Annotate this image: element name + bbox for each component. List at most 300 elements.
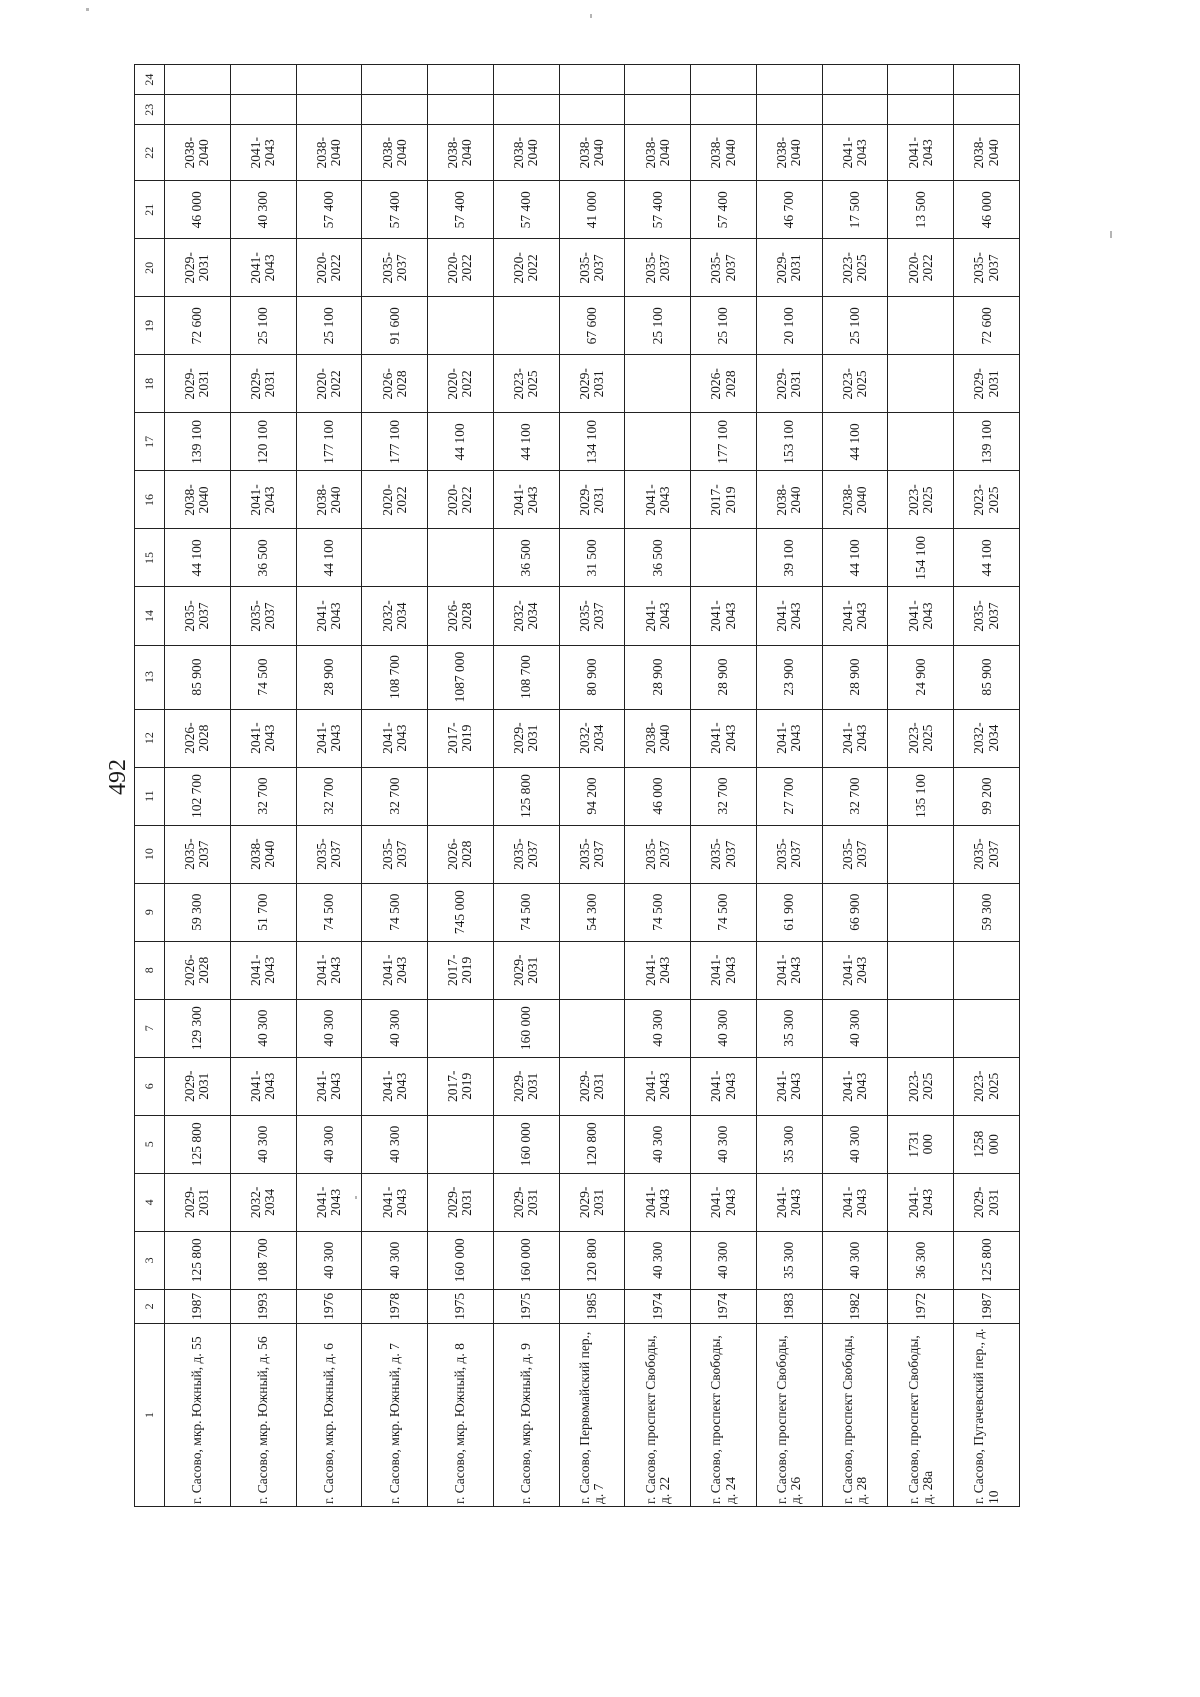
- table-cell: 1974: [691, 1289, 757, 1323]
- table-cell: 2038- 2040: [296, 471, 362, 529]
- table-cell: [230, 65, 296, 95]
- table-cell: 139 100: [165, 413, 231, 471]
- table-cell: 40 300: [691, 1115, 757, 1173]
- table-cell: 85 900: [165, 645, 231, 709]
- table-cell: [954, 941, 1020, 999]
- table-cell: 40 300: [625, 1231, 691, 1289]
- table-cell: 2041- 2043: [822, 941, 888, 999]
- table-cell: 2029- 2031: [559, 355, 625, 413]
- table-cell: 2035- 2037: [625, 239, 691, 297]
- table-cell: 32 700: [691, 767, 757, 825]
- address-cell: г. Сасово, проспект Свободы, д. 22: [625, 1323, 691, 1506]
- table-row: [888, 65, 954, 1507]
- table-cell: 51 700: [230, 883, 296, 941]
- table-cell: 61 900: [756, 883, 822, 941]
- table-cell: 2020- 2022: [296, 355, 362, 413]
- table-cell: 2035- 2037: [296, 825, 362, 883]
- table-cell: 1972: [888, 1289, 954, 1323]
- column-number: 21: [135, 181, 165, 239]
- table-row: [625, 65, 691, 1507]
- column-number: 24: [135, 65, 165, 95]
- table-cell: 40 300: [230, 1115, 296, 1173]
- table-cell: 35 300: [756, 999, 822, 1057]
- table-cell: 2041- 2043: [691, 1057, 757, 1115]
- table-cell: 72 600: [954, 297, 1020, 355]
- table-cell: 2041- 2043: [625, 1057, 691, 1115]
- table-cell: [756, 65, 822, 95]
- scan-speck: [590, 14, 592, 18]
- table-cell: 139 100: [954, 413, 1020, 471]
- table-cell: 2032- 2034: [493, 587, 559, 645]
- table-cell: 1985: [559, 1289, 625, 1323]
- table-cell: 160 000: [493, 999, 559, 1057]
- table-cell: 2023- 2025: [822, 355, 888, 413]
- table-cell: 2041- 2043: [756, 1173, 822, 1231]
- table-cell: 25 100: [625, 297, 691, 355]
- column-number: 16: [135, 471, 165, 529]
- table-cell: [888, 297, 954, 355]
- table-cell: 40 300: [296, 1115, 362, 1173]
- scan-speck: [86, 8, 89, 11]
- table-cell: 32 700: [362, 767, 428, 825]
- column-number: 11: [135, 767, 165, 825]
- table-cell: 2041- 2043: [625, 587, 691, 645]
- table-cell: 24 900: [888, 645, 954, 709]
- address-cell: г. Сасово, Пугачевский пер., д. 10: [954, 1323, 1020, 1506]
- table-cell: 2020- 2022: [428, 355, 494, 413]
- column-number: 22: [135, 125, 165, 181]
- table-cell: 2038- 2040: [954, 125, 1020, 181]
- table-cell: 2035- 2037: [559, 825, 625, 883]
- table-cell: 66 900: [822, 883, 888, 941]
- table-cell: 2017- 2019: [428, 1057, 494, 1115]
- table-cell: 102 700: [165, 767, 231, 825]
- table-cell: 2029- 2031: [559, 1057, 625, 1115]
- table-cell: 74 500: [362, 883, 428, 941]
- table-cell: 2041- 2043: [822, 1057, 888, 1115]
- rotated-table-wrapper: [134, 64, 1020, 1507]
- table-cell: 2017- 2019: [428, 941, 494, 999]
- table-cell: 160 000: [428, 1231, 494, 1289]
- table-cell: 40 300: [625, 999, 691, 1057]
- table-cell: 2023- 2025: [954, 1057, 1020, 1115]
- table-cell: 2041- 2043: [822, 587, 888, 645]
- table-cell: [888, 355, 954, 413]
- table-cell: 120 800: [559, 1231, 625, 1289]
- table-cell: 28 900: [625, 645, 691, 709]
- table-cell: 2035- 2037: [691, 825, 757, 883]
- table-cell: 120 800: [559, 1115, 625, 1173]
- table-cell: [954, 999, 1020, 1057]
- table-cell: 2035- 2037: [756, 825, 822, 883]
- table-row: [428, 65, 494, 1507]
- table-cell: [822, 65, 888, 95]
- table-cell: 20 100: [756, 297, 822, 355]
- table-cell: 177 100: [691, 413, 757, 471]
- table-cell: 57 400: [296, 181, 362, 239]
- table-cell: 44 100: [822, 529, 888, 587]
- table-cell: 40 300: [822, 1231, 888, 1289]
- page-number: 492: [105, 759, 131, 795]
- column-number: 3: [135, 1231, 165, 1289]
- table-cell: 2038- 2040: [559, 125, 625, 181]
- table-cell: 2035- 2037: [165, 825, 231, 883]
- table-cell: 2038- 2040: [493, 125, 559, 181]
- table-cell: [362, 95, 428, 125]
- table-cell: 125 800: [165, 1115, 231, 1173]
- column-number: 12: [135, 709, 165, 767]
- column-number: 15: [135, 529, 165, 587]
- table-cell: [691, 95, 757, 125]
- table-cell: 2026- 2028: [165, 941, 231, 999]
- table-cell: 99 200: [954, 767, 1020, 825]
- table-cell: 1978: [362, 1289, 428, 1323]
- table-cell: 44 100: [296, 529, 362, 587]
- table-cell: 1087 000: [428, 645, 494, 709]
- table-cell: 2041- 2043: [691, 587, 757, 645]
- table-cell: 2038- 2040: [428, 125, 494, 181]
- table-cell: [888, 95, 954, 125]
- table-cell: 2038- 2040: [296, 125, 362, 181]
- table-cell: 1987: [954, 1289, 1020, 1323]
- table-cell: 2041- 2043: [625, 1173, 691, 1231]
- table-cell: 25 100: [691, 297, 757, 355]
- table-cell: 1731 000: [888, 1115, 954, 1173]
- table-cell: 31 500: [559, 529, 625, 587]
- table-cell: 46 700: [756, 181, 822, 239]
- table-row: [493, 65, 559, 1507]
- table-cell: 108 700: [230, 1231, 296, 1289]
- table-cell: 46 000: [625, 767, 691, 825]
- address-cell: г. Сасово, мкр. Южный, д. 56: [230, 1323, 296, 1506]
- table-cell: 125 800: [165, 1231, 231, 1289]
- table-cell: [428, 999, 494, 1057]
- table-cell: 2029- 2031: [493, 941, 559, 999]
- table-cell: 177 100: [296, 413, 362, 471]
- table-cell: 2020- 2022: [428, 239, 494, 297]
- table-cell: [428, 95, 494, 125]
- table-cell: [428, 297, 494, 355]
- table-cell: 40 300: [230, 999, 296, 1057]
- table-cell: [888, 999, 954, 1057]
- address-cell: г. Сасово, проспект Свободы, д. 24: [691, 1323, 757, 1506]
- table-cell: 125 800: [954, 1231, 1020, 1289]
- table-cell: 54 300: [559, 883, 625, 941]
- table-cell: [165, 95, 231, 125]
- table-cell: 2029- 2031: [493, 1057, 559, 1115]
- column-number: 1: [135, 1323, 165, 1506]
- table-cell: 80 900: [559, 645, 625, 709]
- table-cell: 2020- 2022: [362, 471, 428, 529]
- table-cell: 153 100: [756, 413, 822, 471]
- table-cell: 2041- 2043: [296, 1057, 362, 1115]
- table-cell: 2020- 2022: [296, 239, 362, 297]
- table-cell: 2026- 2028: [428, 587, 494, 645]
- table-cell: 1987: [165, 1289, 231, 1323]
- table-cell: 2029- 2031: [493, 1173, 559, 1231]
- table-cell: 2041- 2043: [296, 941, 362, 999]
- table-cell: [888, 883, 954, 941]
- column-number: 14: [135, 587, 165, 645]
- table-cell: 2035- 2037: [954, 825, 1020, 883]
- table-cell: 40 300: [625, 1115, 691, 1173]
- table-cell: [888, 413, 954, 471]
- table-cell: 2029- 2031: [165, 1173, 231, 1231]
- table-cell: 36 500: [230, 529, 296, 587]
- column-number: 6: [135, 1057, 165, 1115]
- table-cell: 59 300: [165, 883, 231, 941]
- table-cell: 1983: [756, 1289, 822, 1323]
- table-cell: 2041- 2043: [625, 941, 691, 999]
- table-cell: 2041- 2043: [230, 709, 296, 767]
- table-cell: [691, 529, 757, 587]
- table-cell: 28 900: [296, 645, 362, 709]
- table-cell: 2035- 2037: [559, 587, 625, 645]
- table-cell: 2017- 2019: [691, 471, 757, 529]
- table-cell: 160 000: [493, 1231, 559, 1289]
- table-row: [230, 65, 296, 1507]
- table-cell: 57 400: [493, 181, 559, 239]
- table-row: [296, 65, 362, 1507]
- table-cell: 2041- 2043: [493, 471, 559, 529]
- table-cell: 2029- 2031: [428, 1173, 494, 1231]
- table-cell: 2026- 2028: [691, 355, 757, 413]
- table-cell: 57 400: [428, 181, 494, 239]
- table-cell: 36 500: [625, 529, 691, 587]
- table-cell: 2035- 2037: [165, 587, 231, 645]
- table-cell: [954, 65, 1020, 95]
- table-cell: 2032- 2034: [954, 709, 1020, 767]
- table-cell: 2041- 2043: [691, 941, 757, 999]
- table-row: [362, 65, 428, 1507]
- table-cell: 2023- 2025: [888, 1057, 954, 1115]
- table-cell: 2029- 2031: [165, 1057, 231, 1115]
- table-cell: 2038- 2040: [362, 125, 428, 181]
- table-cell: [625, 355, 691, 413]
- table-cell: 2029- 2031: [954, 1173, 1020, 1231]
- table-cell: [559, 95, 625, 125]
- table-cell: 2038- 2040: [756, 471, 822, 529]
- table-cell: 25 100: [230, 297, 296, 355]
- column-number: 23: [135, 95, 165, 125]
- table-cell: 2029- 2031: [559, 1173, 625, 1231]
- table-cell: [362, 529, 428, 587]
- column-number: 13: [135, 645, 165, 709]
- table-cell: 27 700: [756, 767, 822, 825]
- table-cell: [822, 95, 888, 125]
- table-cell: 2029- 2031: [954, 355, 1020, 413]
- table-cell: 32 700: [230, 767, 296, 825]
- table-cell: 17 500: [822, 181, 888, 239]
- table-cell: 35 300: [756, 1231, 822, 1289]
- table-cell: 36 300: [888, 1231, 954, 1289]
- address-cell: г. Сасово, проспект Свободы, д. 28: [822, 1323, 888, 1506]
- table-cell: [296, 95, 362, 125]
- table-cell: 2020- 2022: [428, 471, 494, 529]
- table-cell: 59 300: [954, 883, 1020, 941]
- table-cell: 2017- 2019: [428, 709, 494, 767]
- table-cell: 2041- 2043: [296, 1173, 362, 1231]
- table-cell: [756, 95, 822, 125]
- table-cell: 23 900: [756, 645, 822, 709]
- table-cell: 2035- 2037: [822, 825, 888, 883]
- table-cell: 2035- 2037: [362, 825, 428, 883]
- column-number: 2: [135, 1289, 165, 1323]
- table-cell: 40 300: [822, 999, 888, 1057]
- table-cell: 2038- 2040: [165, 125, 231, 181]
- table-cell: 40 300: [691, 1231, 757, 1289]
- table-cell: 40 300: [362, 1115, 428, 1173]
- table-cell: 44 100: [165, 529, 231, 587]
- table-cell: 44 100: [822, 413, 888, 471]
- table-cell: 1993: [230, 1289, 296, 1323]
- table-cell: 2029- 2031: [756, 239, 822, 297]
- table-cell: 2038- 2040: [625, 709, 691, 767]
- table-cell: 44 100: [428, 413, 494, 471]
- table-cell: 40 300: [296, 1231, 362, 1289]
- table-cell: 74 500: [296, 883, 362, 941]
- table-cell: 2038- 2040: [822, 471, 888, 529]
- address-cell: г. Сасово, Первомайский пер., д. 7: [559, 1323, 625, 1506]
- table-cell: 2035- 2037: [954, 239, 1020, 297]
- address-cell: г. Сасово, мкр. Южный, д. 9: [493, 1323, 559, 1506]
- table-cell: 1258 000: [954, 1115, 1020, 1173]
- table-cell: 134 100: [559, 413, 625, 471]
- table-row: [756, 65, 822, 1507]
- table-cell: 2035- 2037: [230, 587, 296, 645]
- table-cell: [559, 941, 625, 999]
- table-cell: 2026- 2028: [428, 825, 494, 883]
- table-cell: 28 900: [691, 645, 757, 709]
- table-cell: [428, 1115, 494, 1173]
- table-cell: 2023- 2025: [888, 471, 954, 529]
- table-cell: [888, 941, 954, 999]
- table-cell: 85 900: [954, 645, 1020, 709]
- table-cell: 40 300: [296, 999, 362, 1057]
- table-cell: 1975: [428, 1289, 494, 1323]
- table-cell: [691, 65, 757, 95]
- table-cell: 2041- 2043: [822, 709, 888, 767]
- table-cell: 2041- 2043: [230, 239, 296, 297]
- table-cell: 57 400: [691, 181, 757, 239]
- column-number: 17: [135, 413, 165, 471]
- table-cell: 1975: [493, 1289, 559, 1323]
- table-cell: 135 100: [888, 767, 954, 825]
- table-cell: 2038- 2040: [165, 471, 231, 529]
- column-number: 10: [135, 825, 165, 883]
- address-cell: г. Сасово, мкр. Южный, д. 6: [296, 1323, 362, 1506]
- table-cell: 2032- 2034: [559, 709, 625, 767]
- table-cell: [625, 65, 691, 95]
- table-cell: 154 100: [888, 529, 954, 587]
- table-cell: [230, 95, 296, 125]
- table-cell: 91 600: [362, 297, 428, 355]
- column-number: 18: [135, 355, 165, 413]
- table-cell: [165, 65, 231, 95]
- table-cell: 2041- 2043: [756, 709, 822, 767]
- register-table: [134, 64, 1020, 1507]
- table-cell: [362, 65, 428, 95]
- column-number: 4: [135, 1173, 165, 1231]
- table-cell: 2041- 2043: [230, 471, 296, 529]
- table-cell: 74 500: [230, 645, 296, 709]
- table-row: [165, 65, 231, 1507]
- scan-speck: [355, 1196, 357, 1199]
- table-cell: 1982: [822, 1289, 888, 1323]
- table-cell: 2041- 2043: [362, 1173, 428, 1231]
- table-cell: 177 100: [362, 413, 428, 471]
- table-cell: 41 000: [559, 181, 625, 239]
- table-cell: 2023- 2025: [954, 471, 1020, 529]
- table-cell: 2035- 2037: [625, 825, 691, 883]
- table-cell: 28 900: [822, 645, 888, 709]
- table-cell: 2026- 2028: [362, 355, 428, 413]
- table-cell: 2041- 2043: [362, 709, 428, 767]
- table-row: [822, 65, 888, 1507]
- table-cell: 74 500: [493, 883, 559, 941]
- table-cell: 40 300: [230, 181, 296, 239]
- header-row: [135, 65, 165, 1507]
- table-cell: 160 000: [493, 1115, 559, 1173]
- table-cell: 2041- 2043: [756, 1057, 822, 1115]
- table-cell: 745 000: [428, 883, 494, 941]
- table-cell: 2035- 2037: [493, 825, 559, 883]
- column-number: 19: [135, 297, 165, 355]
- table-cell: 36 500: [493, 529, 559, 587]
- table-cell: 2023- 2025: [888, 709, 954, 767]
- table-cell: 2041- 2043: [822, 125, 888, 181]
- table-cell: 2041- 2043: [230, 125, 296, 181]
- address-cell: г. Сасово, мкр. Южный, д. 55: [165, 1323, 231, 1506]
- table-cell: 40 300: [691, 999, 757, 1057]
- table-row: [691, 65, 757, 1507]
- table-cell: 2020- 2022: [888, 239, 954, 297]
- scan-speck: [1110, 231, 1112, 238]
- table-cell: 2041- 2043: [362, 1057, 428, 1115]
- table-cell: 35 300: [756, 1115, 822, 1173]
- column-number: 5: [135, 1115, 165, 1173]
- table-cell: [888, 65, 954, 95]
- table-row: [954, 65, 1020, 1507]
- address-cell: г. Сасово, мкр. Южный, д. 7: [362, 1323, 428, 1506]
- table-cell: [493, 297, 559, 355]
- table-cell: [493, 95, 559, 125]
- table-cell: 2041- 2043: [756, 587, 822, 645]
- table-cell: 32 700: [822, 767, 888, 825]
- table-cell: 57 400: [625, 181, 691, 239]
- table-cell: 125 800: [493, 767, 559, 825]
- table-cell: 2035- 2037: [691, 239, 757, 297]
- table-cell: [954, 95, 1020, 125]
- table-cell: [428, 529, 494, 587]
- table-cell: 32 700: [296, 767, 362, 825]
- table-cell: 2035- 2037: [954, 587, 1020, 645]
- table-cell: 1974: [625, 1289, 691, 1323]
- table-cell: 67 600: [559, 297, 625, 355]
- table-cell: 2029- 2031: [493, 709, 559, 767]
- table-cell: [559, 65, 625, 95]
- table-cell: 2020- 2022: [493, 239, 559, 297]
- table-cell: 2041- 2043: [625, 471, 691, 529]
- table-cell: 72 600: [165, 297, 231, 355]
- table-cell: 2041- 2043: [756, 941, 822, 999]
- table-cell: 2041- 2043: [362, 941, 428, 999]
- table-cell: 39 100: [756, 529, 822, 587]
- table-cell: 2035- 2037: [362, 239, 428, 297]
- table-cell: 2041- 2043: [691, 1173, 757, 1231]
- column-number: 8: [135, 941, 165, 999]
- table-cell: 129 300: [165, 999, 231, 1057]
